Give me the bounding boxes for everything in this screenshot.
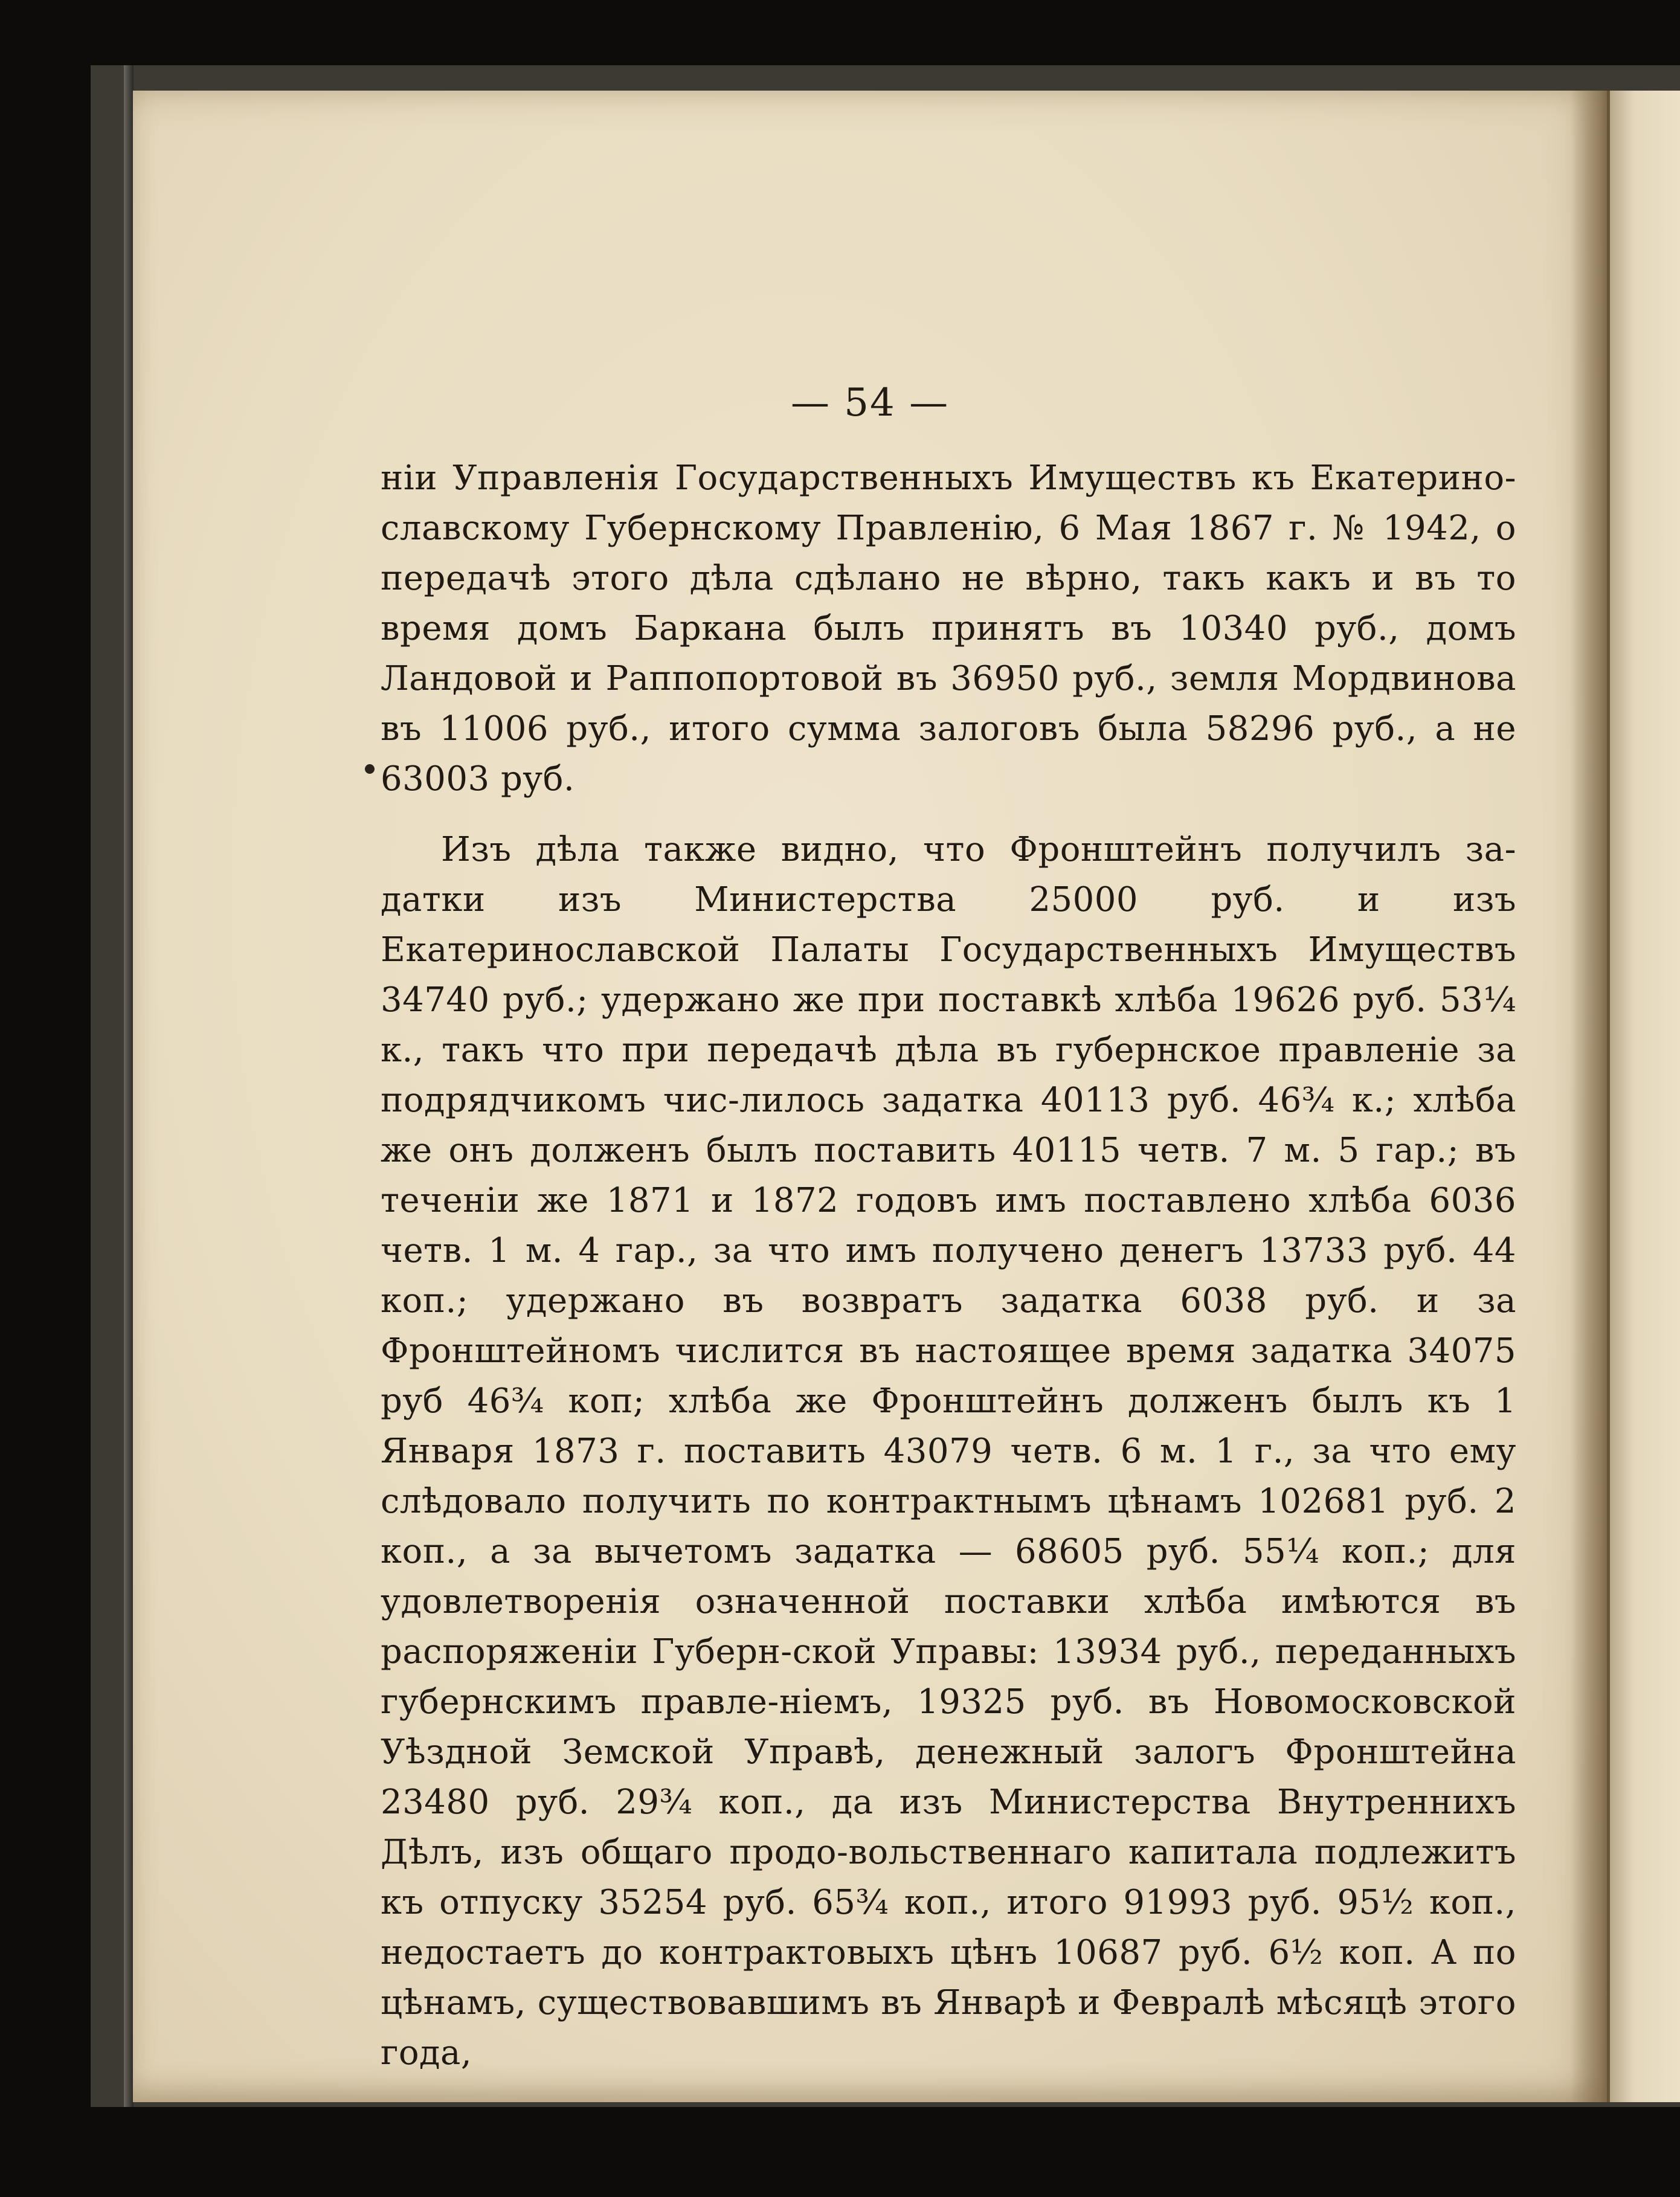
page-number-header: — 54 — (790, 381, 950, 425)
page-gutter (1571, 91, 1613, 2102)
book-page (133, 91, 1607, 2102)
margin-mark (365, 764, 375, 774)
next-page-edge (1610, 91, 1680, 2102)
page-text (381, 453, 1516, 2078)
cover-edge (124, 65, 134, 2107)
paragraph-2: Изъ дѣла также видно, что Фронштейнъ получилъ за-датки изъ Министерства 25000 руб. и изъ Екатеринославской Палаты Государственныхъ Имуществъ 34740 руб.; удержано же при поставкѣ хлѣба 19626 руб. 53¼ к., такъ что при передачѣ дѣла въ губернское правленiе за подрядчикомъ чис-лилось задатка 40113 руб. 46¾ к.; хлѣба же онъ долженъ былъ поставить 40115 четв. 7 м. 5 гар.; въ теченiи же 1871 и 1872 годовъ имъ поставлено хлѣба 6036 четв. 1 м. 4 гар., за что имъ получено денегъ 13733 руб. 44 коп.; удержано въ возвратъ задатка 6038 руб. и за Фронштейномъ числится въ настоящее время задатка 34075 руб 46¾ коп; хлѣба же Фронштейнъ долженъ былъ къ 1 Января 1873 г. поставить 43079 четв. 6 м. 1 г., за что ему слѣдовало получить по контрактнымъ цѣнамъ 102681 руб. 2 коп., а за вычетомъ задатка — 68605 руб. 55¼ коп.; для удовлетворенiя означенной поставки хлѣба имѣются въ распоряженiи Губерн-ской Управы: 13934 руб., переданныхъ губернскимъ правле-нiемъ, 19325 руб. въ Новомосковской Уѣздной Земской Управѣ, денежный залогъ Фронштейна 23480 руб. 29¾ коп., да изъ Министерства Внутреннихъ Дѣлъ, изъ общаго продо-вольственнаго капитала подлежитъ къ отпуску 35254 руб. 65¾ коп., итого 91993 руб. 95½ коп., недостаетъ до контрактовыхъ цѣнъ 10687 руб. 6½ коп. А по цѣнамъ, существовавшимъ въ Январѣ и Февралѣ мѣсяцѣ этого года, (381, 830, 1516, 2073)
paragraph-1: нiи Управленiя Государственныхъ Имуществъ къ Екатерино-славскому Губернскому Правленiю, 6 Мая 1867 г. № 1942, о передачѣ этого дѣла сдѣлано не вѣрно, такъ какъ и въ то время домъ Баркана былъ принятъ въ 10340 руб., домъ Ландовой и Раппопортовой въ 36950 руб., земля Мордвинова въ 11006 руб., итого сумма залоговъ была 58296 руб., а не 63003 руб. (381, 458, 1516, 799)
